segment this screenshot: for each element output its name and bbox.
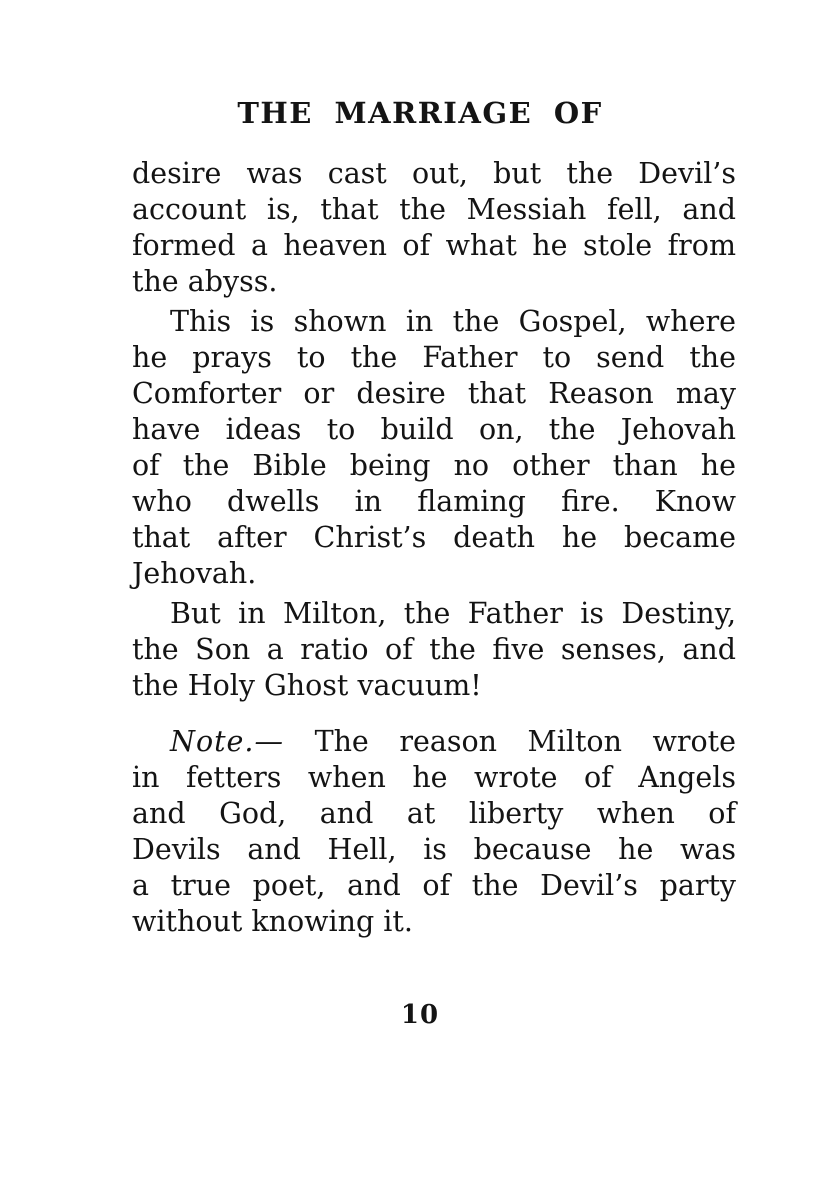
text-line: This is shown in the Gospel, where bbox=[170, 305, 736, 338]
page-number: 10 bbox=[400, 1000, 440, 1030]
text-line: Jehovah. bbox=[132, 557, 257, 590]
note-spacer bbox=[132, 704, 736, 724]
paragraph-1 bbox=[132, 156, 736, 300]
text-line: formed a heaven of what he stole from bbox=[132, 229, 736, 262]
text-line: in fetters when he wrote of Angels bbox=[132, 761, 736, 794]
text-line: Devils and Hell, is because he was bbox=[132, 833, 736, 866]
note-label: Note.— bbox=[170, 725, 284, 758]
note-first-line-text: The reason Milton wrote bbox=[314, 725, 737, 758]
text-line: without knowing it. bbox=[132, 905, 413, 938]
text-line: the Holy Ghost vacuum! bbox=[132, 669, 482, 702]
text-line: he prays to the Father to send the bbox=[132, 341, 736, 374]
text-line: the abyss. bbox=[132, 265, 278, 298]
paragraph-2 bbox=[132, 304, 736, 592]
text-line: and God, and at liberty when of bbox=[132, 797, 736, 830]
text-line: of the Bible being no other than he bbox=[132, 449, 736, 482]
text-line: the Son a ratio of the five senses, and bbox=[132, 633, 736, 666]
text-line: Comforter or desire that Reason may bbox=[132, 377, 736, 410]
text-line: a true poet, and of the Devil’s party bbox=[132, 869, 736, 902]
body-text bbox=[132, 156, 736, 940]
text-line: have ideas to build on, the Jehovah bbox=[132, 413, 736, 446]
paragraph-3 bbox=[132, 596, 736, 704]
note-paragraph bbox=[132, 724, 736, 940]
note-first-line bbox=[132, 724, 736, 760]
text-line: that after Christ’s death he became bbox=[132, 521, 736, 554]
text-line: desire was cast out, but the Devil’s bbox=[132, 157, 736, 190]
text-line: who dwells in flaming fire. Know bbox=[132, 485, 736, 518]
running-head: THE MARRIAGE OF bbox=[237, 96, 603, 130]
text-line: But in Milton, the Father is Destiny, bbox=[170, 597, 736, 630]
text-line: account is, that the Messiah fell, and bbox=[132, 193, 736, 226]
